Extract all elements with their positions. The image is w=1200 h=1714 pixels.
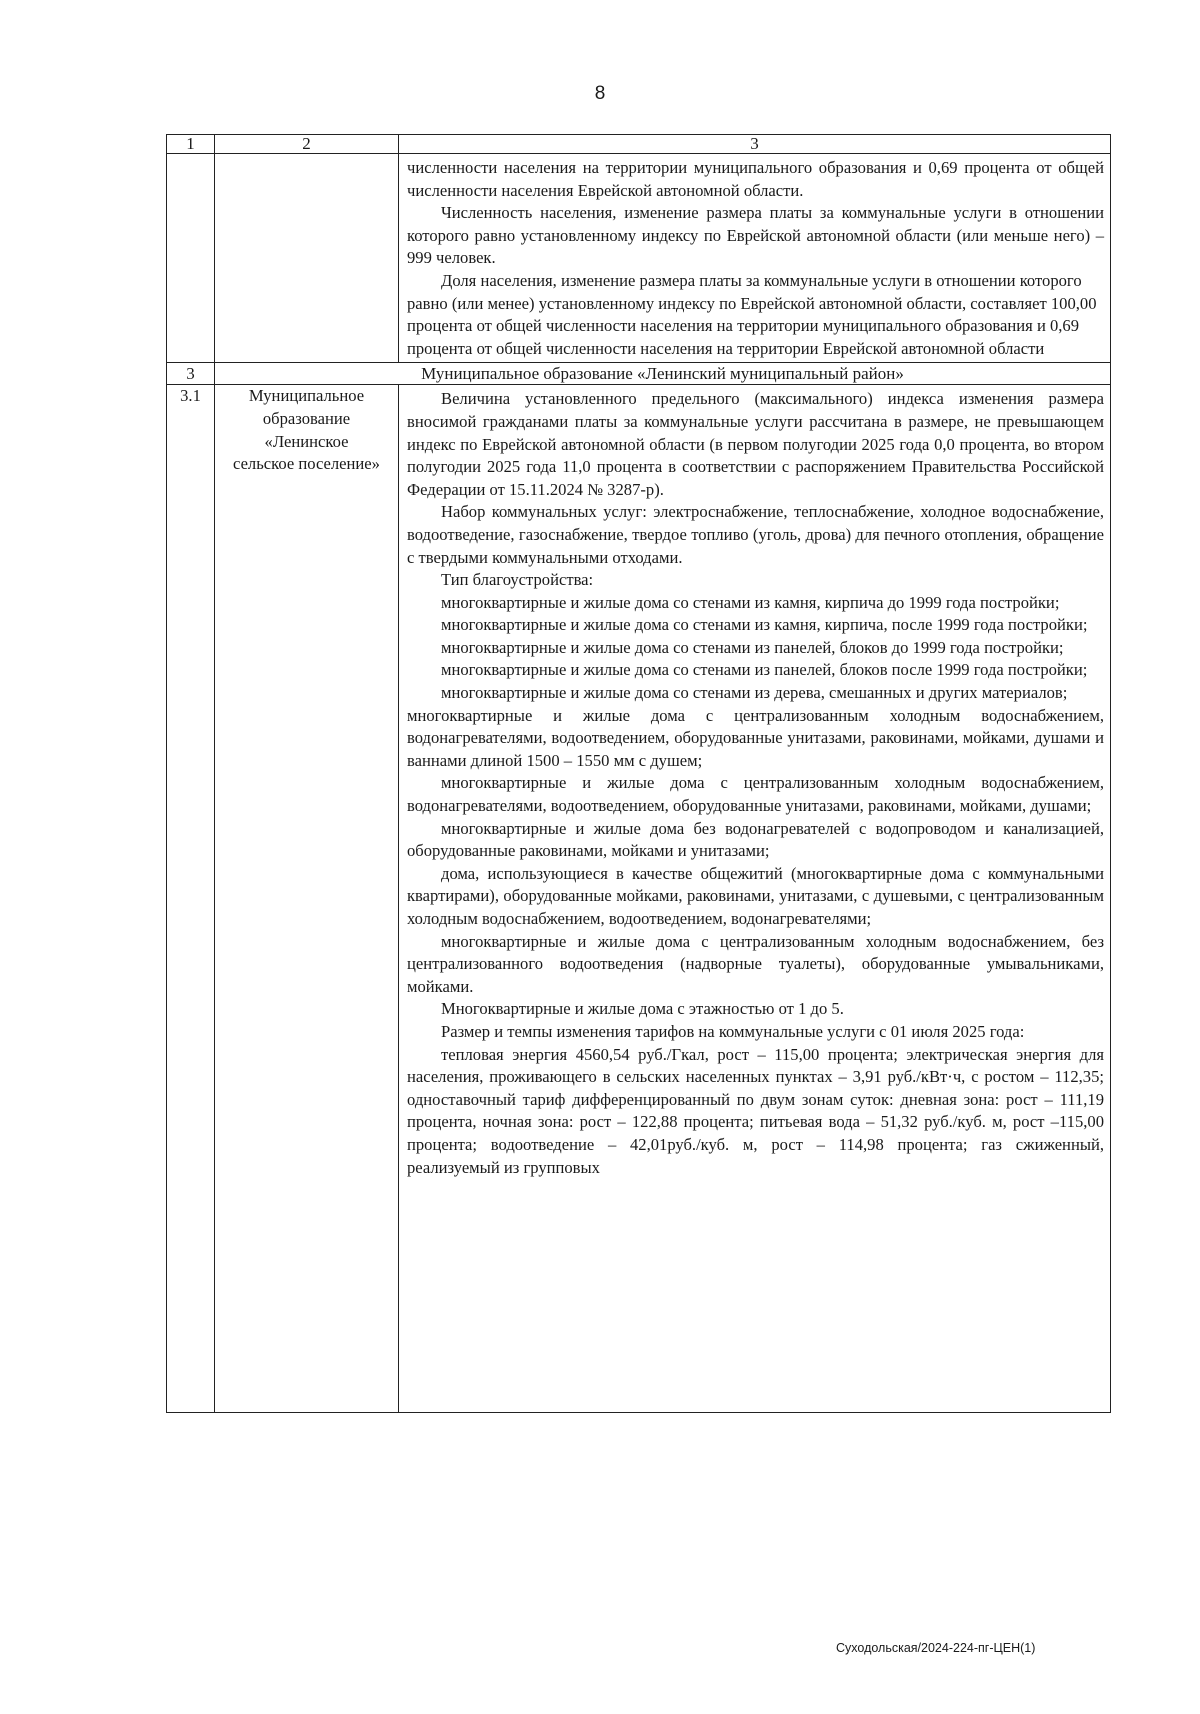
paragraph: численности населения на территории муниципального образования и 0,69 процента от общей численности населения Еврейской автономной области.: [407, 158, 1104, 200]
list-item: многоквартирные и жилые дома со стенами из панелей, блоков до 1999 года постройки;: [441, 637, 1064, 657]
list-item: дома, использующиеся в качестве общежитий (многоквартирные дома с коммунальными квартирами), оборудованные мойками, раковинами, унитазами, с душевыми, с централизованным холодным водоснабжением, водоотведением, водонагревателями;: [407, 863, 1104, 928]
paragraph: тепловая энергия 4560,54 руб./Гкал, рост – 115,00 процента; электрическая энергия для населения, проживающего в сельских населенных пунктах – 3,91 руб./кВт·ч, с ростом – 112,35; одноставочный тариф дифференцированный по двум зонам суток: дневная зона: рост – 111,19 процента, ночная зона: рост – 122,88 процента; питьевая вода – 51,32 руб./куб. м, рост –115,00 процента; водоотведение – 42,01руб./куб. м, рост – 114,98 процента; газ сжиженный, реализуемый из групповых: [407, 1044, 1104, 1177]
municipality-name: Муниципальное образование «Ленинское сельское поселение»: [215, 385, 399, 1413]
row-number: 3.1: [167, 385, 215, 1413]
header-col-2: 2: [215, 135, 399, 154]
paragraph: Доля населения, изменение размера платы за коммунальные услуги в отношении которого равно (или менее) установленному индексу по Еврейской автономной области, составляет 100,00 процента от общей численности населения на территории муниципального образования и 0,69 процента от общей численности населения на территории Еврейской автономной области: [407, 270, 1097, 358]
paragraph: Набор коммунальных услуг: электроснабжение, теплоснабжение, холодное водоснабжение, водоотведение, газоснабжение, твердое топливо (уголь, дрова) для печного отопления, обращение с твердыми коммунальными отходами.: [407, 502, 1104, 567]
list-item: многоквартирные и жилые дома со стенами из дерева, смешанных и других материалов;: [441, 683, 1068, 703]
paragraph: Многоквартирные и жилые дома с этажностью от 1 до 5.: [441, 999, 844, 1019]
page-number: 8: [594, 83, 606, 104]
list-item: многоквартирные и жилые дома со стенами из камня, кирпича до 1999 года постройки;: [441, 592, 1060, 612]
continuation-num-cell: [167, 154, 215, 363]
data-table: [166, 134, 1111, 1413]
row-text-cell: [399, 385, 1111, 1413]
continuation-name-cell: [215, 154, 399, 363]
paragraph: Численность населения, изменение размера платы за коммунальные услуги в отношении которого равно установленному индексу по Еврейской автономной области (или меньше него) – 999 человек.: [407, 203, 1104, 268]
document-footer-code: Суходольская/2024-224-пг-ЦЕН(1): [836, 1641, 1036, 1655]
paragraph: Размер и темпы изменения тарифов на коммунальные услуги с 01 июля 2025 года:: [441, 1021, 1025, 1041]
section-number: 3: [167, 363, 215, 385]
list-item: многоквартирные и жилые дома со стенами из камня, кирпича, после 1999 года постройки;: [441, 615, 1088, 635]
table-row-3-1: [167, 385, 1111, 1413]
table-row-continuation: [167, 154, 1111, 363]
list-item: многоквартирные и жилые дома с централизованным холодным водоснабжением, водонагревателями, водоотведением, оборудованные унитазами, раковинами, мойками, душами;: [407, 773, 1104, 816]
header-col-1: 1: [167, 135, 215, 154]
section-row: [167, 363, 1111, 385]
continuation-text-cell: [399, 154, 1111, 363]
section-title: Муниципальное образование «Ленинский муниципальный район»: [215, 363, 1111, 385]
list-item: многоквартирные и жилые дома с централизованным холодным водоснабжением, без централизованного водоотведения (надворные туалеты), оборудованные умывальниками, мойками.: [407, 931, 1104, 996]
paragraph: Тип благоустройства:: [441, 570, 594, 590]
paragraph: Величина установленного предельного (максимального) индекса изменения размера вносимой гражданами платы за коммунальные услуги рассчитана в размере, не превышающем индекс по Еврейской автономной области (в первом полугодии 2025 года 0,0 процента, во втором полугодии 2025 года 11,0 процента в соответствии с распоряжением Правительства Российской Федерации от 15.11.2024 № 3287-р).: [407, 389, 1104, 499]
list-item: многоквартирные и жилые дома без водонагревателей с водопроводом и канализацией, оборудованные раковинами, мойками и унитазами;: [407, 818, 1104, 861]
list-item: многоквартирные и жилые дома с централизованным холодным водоснабжением, водонагревателями, водоотведением, оборудованные унитазами, раковинами, мойками, душами и ваннами длиной 1500 – 1550 мм с душем;: [407, 705, 1104, 770]
header-col-3: 3: [399, 135, 1111, 154]
table-header-row: [167, 135, 1111, 154]
list-item: многоквартирные и жилые дома со стенами из панелей, блоков после 1999 года постройки;: [441, 660, 1088, 680]
